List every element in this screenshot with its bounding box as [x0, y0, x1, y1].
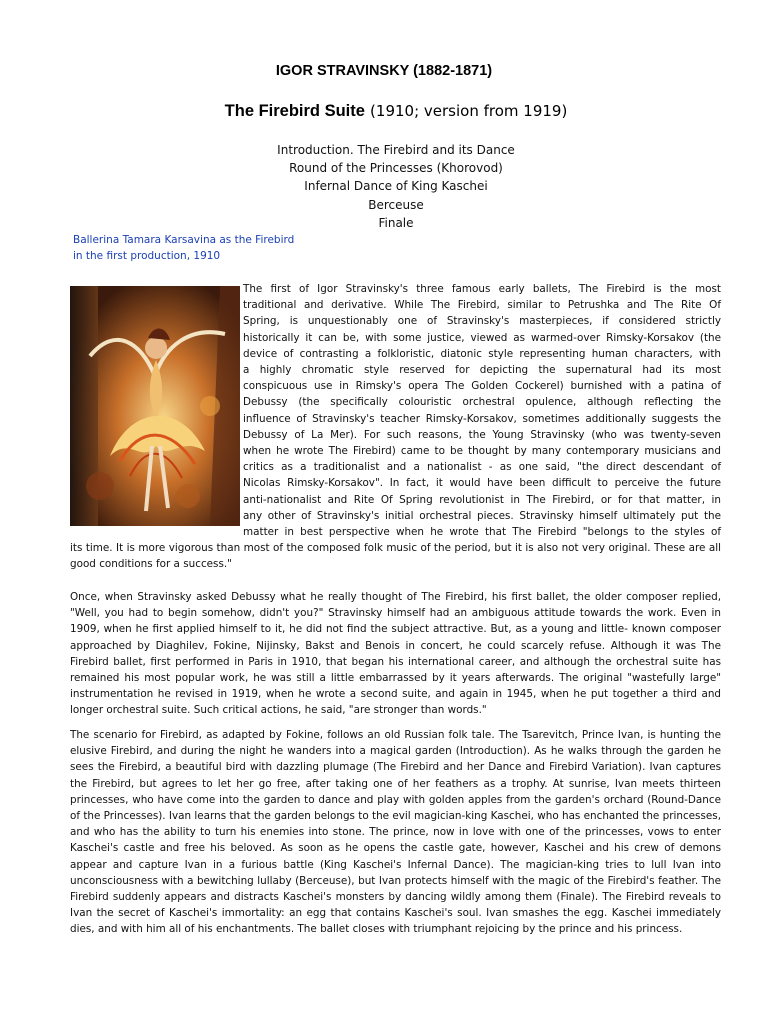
text-line: historically it can be, with some justice, viewed as warmed-over Rimsky-Korsakov (the	[243, 331, 721, 344]
text-line: a highly chromatic style reserved for depicting the supernatural had its most	[243, 364, 721, 377]
movement-item: Infernal Dance of King Kaschei	[304, 179, 488, 194]
text-line: influence of Stravinsky's teacher Rimsky-Korsakov, sometimes additionally suggests the	[243, 412, 721, 425]
text-line: The first of Igor Stravinsky's three famous early ballets, The Firebird is the most	[243, 283, 721, 295]
text-line: Nicolas Rimsky-Korsakov". In fact, it would have been difficult to perceive the future	[243, 477, 721, 490]
movement-item: Round of the Princesses (Khorovod)	[289, 161, 503, 176]
text-line: Debussy (the specifically colouristic orchestral opulence, although reflecting the	[243, 396, 721, 409]
composer-heading: IGOR STRAVINSKY (1882-1871)	[275, 63, 493, 79]
text-line: Spring, is unquestionably one of Stravinsky's masterpieces, if considered strictly	[243, 315, 721, 328]
work-title-name: The Firebird Suite	[224, 102, 365, 120]
text-line: any other of Stravinsky's initial orchestral pieces. Stravinsky himself ultimately put the	[243, 509, 721, 522]
paragraph-debussy: Once, when Stravinsky asked Debussy what he really thought of The Firebird, his first ballet, the older composer replied, "Well, you had to begin somehow, didn't you?" Stravinsky himself had an ambiguous attitude towards the work. Even in 1909, when he first applied himself to it, he did not find the subject attractive. But, as a young and little- known composer approached by Diaghilev, Fokine, Nijinsky, Bakst and Benois in concert, he could scarcely refuse. Although it was The Firebird ballet, first performed in Paris in 1910, that began his international career, and although the orchestral suite has remained his most popular work, he was still a little embarrassed by it years afterwards. The original "wastefully large" instrumentation he revised in 1919, when he wrote a second suite, and again in 1945, when he put together a third and longer orchestral suite. Such critical actions, he said, "are stronger than words."	[70, 591, 721, 717]
movement-item: Berceuse	[368, 197, 424, 212]
image-caption	[73, 232, 333, 264]
text-line: device of contrasting a folkloristic, diatonic style representing human characters, with	[243, 347, 721, 360]
work-title-subtitle: (1910; version from 1919)	[370, 102, 568, 120]
text-line: anti-nationalist and Rite Of Spring revolutionist in The Firebird, or for that matter, in	[243, 493, 721, 506]
work-title	[0, 101, 768, 121]
paragraph-intro	[70, 281, 721, 573]
movement-item: Introduction. The Firebird and its Dance	[277, 143, 515, 157]
caption-line: Ballerina Tamara Karsavina as the Firebird	[73, 234, 295, 246]
paragraph-scenario: The scenario for Firebird, as adapted by Fokine, follows an old Russian folk tale. The Tsarevitch, Prince Ivan, is hunting the elusive Firebird, and during the night he wanders into a magical garden (Introduction). As he walks through the garden he sees the Firebird, a beautiful bird with dazzling plumage (The Firebird and her Dance and Firebird Variation). Ivan captures the Firebird, but agrees to let her go free, after taking one of her feathers as a trophy. At sunrise, Ivan meets thirteen princesses, who have come into the garden to dance and play with golden apples from the garden's orchard (Round-Dance of the Princesses). Ivan learns that the garden belongs to the evil magician-king Kaschei, who has enchanted the princesses, and who has the ability to turn his enemies into stone. The prince, now in love with one of the princesses, vows to enter Kaschei's castle and free his beloved. As soon as he opens the castle gate, however, Kaschei and his crew of demons appear and capture Ivan in a furious battle (King Kaschei's Infernal Dance). The magician-king tries to lull Ivan into unconsciousness with a bewitching lullaby (Berceuse), but Ivan protects himself with the magic of the Firebird's feather. The Firebird suddenly appears and distracts Kaschei's monsters by dancing wildly among them (Finale). The Firebird reveals to Ivan the secret of Kaschei's immortality: an egg that contains Kaschei's soul. Ivan smashes the egg. Kaschei immediately dies, and with him all of his enchantments. The ballet closes with triumphant rejoicing by the prince and his princess.	[70, 729, 721, 936]
paragraph-tail: its time. It is more vigorous than most of the composed folk music of the period, but it is also not very original. These are all good conditions for a success."	[70, 542, 721, 571]
text-line: critics as a traditionalist and a nationalist - as one said, "the direct descendant of	[243, 461, 721, 474]
text-line: when he wrote The Firebird) came to be thought by many contemporary musicians and	[243, 445, 721, 458]
text-line: matter in best perspective when he wrote that The Firebird "belongs to the styles of	[243, 526, 721, 539]
text-line: conspicuous use in Rimsky's opera The Golden Cockerel) burnished with a patina of	[243, 380, 721, 393]
movement-item: Finale	[378, 215, 414, 230]
caption-line: in the first production, 1910	[73, 250, 221, 262]
movement-list	[0, 141, 768, 232]
text-line: Debussy of La Mer). For such reasons, the Young Stravinsky (who was twenty-seven	[243, 428, 721, 441]
text-line: traditional and derivative. While The Firebird, similar to Petrushka and The Rite Of	[243, 299, 721, 312]
